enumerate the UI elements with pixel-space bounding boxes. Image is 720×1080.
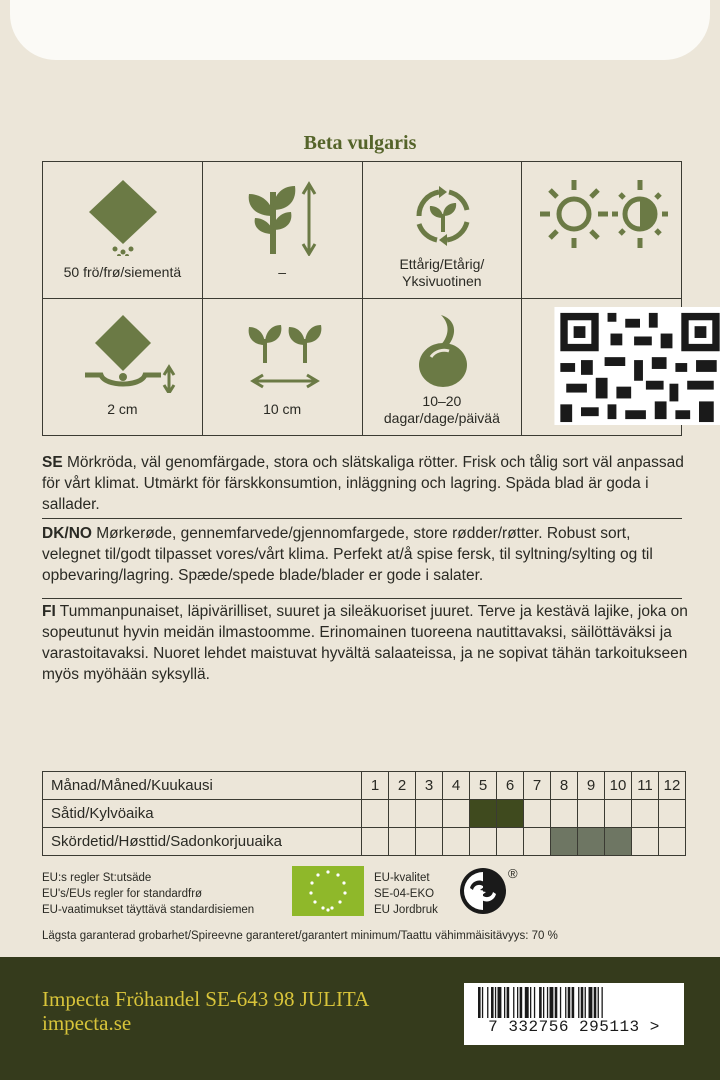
sowing-month-cell <box>443 800 470 828</box>
eu-quality-line2: SE-04-EKO <box>374 888 435 900</box>
calendar-header: Månad/Måned/Kuukausi <box>43 772 362 800</box>
month-8: 8 <box>551 772 578 800</box>
barcode-number: 7 332756 295113 > <box>464 1018 684 1036</box>
month-7: 7 <box>524 772 551 800</box>
harvest-month-cell <box>632 828 659 856</box>
calendar-header-row <box>43 772 686 800</box>
sun-halfsun-icon <box>522 176 682 256</box>
eu-quality-text <box>374 870 438 918</box>
lifecycle-label-line1: Ettårig/Etårig/ <box>399 256 485 272</box>
barcode-bar <box>534 987 535 1021</box>
description-text-dk-no: Mørkerøde, gennemfarvede/gjennomfargede, store rødder/røtter. Robust sort, velegnet til/godt tilpasset vores/vårt klima. Perfekt at/å spise fersk, til syltning/sylting og til opbevaring/lagring. Spæde/spede blade/blader er gode i salater. <box>42 525 653 584</box>
harvest-month-cell <box>497 828 524 856</box>
harvest-month-cell <box>389 828 416 856</box>
month-9: 9 <box>578 772 605 800</box>
month-11: 11 <box>632 772 659 800</box>
barcode-bar <box>495 987 496 1021</box>
hanger-cutout <box>10 0 710 60</box>
barcode-bar <box>525 987 529 1021</box>
plant-height-icon <box>203 176 363 256</box>
sowing-month-cell <box>524 800 551 828</box>
harvest-month-cell <box>470 828 497 856</box>
barcode-bar <box>482 987 483 1021</box>
barcode-bar <box>498 987 502 1021</box>
description-text-se: Mörkröda, väl genomfärgade, stora och slätskaliga rötter. Frisk och tålig sort väl anpassad för vårt klimat. Utmärkt för färskkonsumtion, inläggning och lagring. Späda blad är goda i sallader. <box>42 454 684 513</box>
barcode-bar <box>602 987 603 1021</box>
description-se <box>42 452 692 515</box>
plant-spacing-cell <box>202 299 362 436</box>
month-1: 1 <box>362 772 389 800</box>
harvest-month-cell <box>362 828 389 856</box>
barcode-bar <box>478 987 481 1021</box>
barcode-bars <box>464 983 684 1023</box>
eu-organic-leaf-icon <box>292 866 364 916</box>
harvest-month-cell <box>443 828 470 856</box>
harvest-month-cell-active <box>605 828 632 856</box>
harvest-month-cell-active <box>551 828 578 856</box>
barcode-bar <box>589 987 593 1021</box>
eu-rules-line2: EU's/EUs regler for standardfrø <box>42 888 203 900</box>
sowing-month-cell <box>416 800 443 828</box>
recycle-green-dot-icon <box>458 866 508 916</box>
barcode-bar <box>550 987 554 1021</box>
seed-packet-icon <box>43 176 203 256</box>
month-6: 6 <box>497 772 524 800</box>
plant-spacing-icon <box>203 313 363 393</box>
germination-unit: dagar/dage/päivää <box>383 410 500 426</box>
lang-code-dk-no: DK/NO <box>42 525 92 542</box>
barcode-bar <box>543 987 544 1021</box>
registered-mark: ® <box>508 866 518 881</box>
eu-rules-line3: EU-vaatimukset täyttävä standardisiemen <box>42 904 255 916</box>
lifecycle-label <box>363 256 522 290</box>
sowing-month-cell <box>605 800 632 828</box>
seed-count-label: 50 frö/frø/siementä <box>63 264 182 280</box>
divider <box>42 518 682 519</box>
description-fi <box>42 601 692 685</box>
month-10: 10 <box>605 772 632 800</box>
annual-cycle-icon <box>363 176 523 256</box>
harvest-month-cell <box>524 828 551 856</box>
description-text-fi: Tummanpunaiset, läpivärilliset, suuret ja sileäkuoriset juuret. Terve ja kestävä lajike, joka on sopeutunut hyvin meidän ilmastoomme. Erinomainen tuoreena nautittavaksi, säilöttäväksi ja varastoitavaksi. Nuoret lehdet maistuvat hyvältä salaateissa, ja ne sopivat tähän tarkoitukseen myös myöhään syksyllä. <box>42 603 688 683</box>
harvest-month-cell-active <box>578 828 605 856</box>
harvest-row <box>43 828 686 856</box>
barcode-bar <box>585 987 586 1021</box>
plant-spacing-label: 10 cm <box>263 401 302 417</box>
barcode-bar <box>560 987 561 1021</box>
barcode-bar <box>520 987 523 1021</box>
barcode-bar <box>565 987 566 1021</box>
barcode-bar <box>487 987 488 1021</box>
harvest-label: Skördetid/Høsttid/Sadonkorjuuaika <box>43 828 362 856</box>
description-dk-no <box>42 523 692 586</box>
lifecycle-label-line2: Yksivuotinen <box>402 273 482 289</box>
growing-calendar <box>42 771 686 856</box>
barcode-bar <box>507 987 510 1021</box>
month-2: 2 <box>389 772 416 800</box>
sowing-depth-cell <box>43 299 203 436</box>
barcode-bar <box>578 987 579 1021</box>
eu-rules-line1: EU:s regler St:utsäde <box>42 872 152 884</box>
barcode-bar <box>491 987 494 1021</box>
sowing-month-cell <box>632 800 659 828</box>
germination-icon <box>363 313 523 393</box>
sowing-depth-icon <box>43 313 203 393</box>
germination-label <box>363 393 522 427</box>
lang-code-fi: FI <box>42 603 56 620</box>
barcode-bar <box>517 987 518 1021</box>
sowing-month-cell <box>551 800 578 828</box>
eu-quality-line3: EU Jordbruk <box>374 904 438 916</box>
sowing-month-cell <box>578 800 605 828</box>
lifecycle-cell <box>362 162 522 299</box>
germination-cell <box>362 299 522 436</box>
sowing-month-cell <box>362 800 389 828</box>
harvest-month-cell <box>416 828 443 856</box>
month-3: 3 <box>416 772 443 800</box>
germination-days: 10–20 <box>422 393 462 409</box>
sowing-month-cell-active <box>470 800 497 828</box>
eu-quality-line1: EU-kvalitet <box>374 872 430 884</box>
qr-cell <box>522 299 682 436</box>
harvest-month-cell <box>659 828 686 856</box>
barcode-bar <box>572 987 575 1021</box>
germination-guarantee: Lägsta garanterad grobarhet/Spireevne garanteret/garantert minimum/Taattu vähimmäisitävyys: 70 % <box>42 930 558 942</box>
barcode-bar <box>568 987 571 1021</box>
month-12: 12 <box>659 772 686 800</box>
barcode-bar <box>539 987 542 1021</box>
sowing-month-cell-active <box>497 800 524 828</box>
barcode-bar <box>594 987 597 1021</box>
barcode-bar <box>555 987 558 1021</box>
month-4: 4 <box>443 772 470 800</box>
species-title: Beta vulgaris <box>303 132 417 154</box>
sowing-row <box>43 800 686 828</box>
company-address: Impecta Fröhandel SE-643 98 JULITA <box>42 987 370 1011</box>
sowing-label: Såtid/Kylvöaika <box>43 800 362 828</box>
month-5: 5 <box>470 772 497 800</box>
seed-count-cell <box>43 162 203 299</box>
barcode-bar <box>581 987 584 1021</box>
barcode-bar <box>504 987 505 1021</box>
lang-code-se: SE <box>42 454 63 471</box>
qr-code-icon[interactable] <box>522 307 720 425</box>
info-icon-grid <box>42 161 682 436</box>
sowing-month-cell <box>659 800 686 828</box>
barcode-bar <box>598 987 599 1021</box>
eu-rules-text <box>42 870 254 918</box>
sun-cell <box>522 162 682 299</box>
plant-height-cell <box>202 162 362 299</box>
sowing-month-cell <box>389 800 416 828</box>
sowing-depth-label: 2 cm <box>107 401 138 417</box>
website-link[interactable]: impecta.se <box>42 1011 132 1035</box>
barcode-bar <box>530 987 531 1021</box>
barcode-bar <box>547 987 548 1021</box>
plant-height-label: – <box>278 264 287 280</box>
divider <box>42 598 682 599</box>
barcode-bar <box>513 987 514 1021</box>
